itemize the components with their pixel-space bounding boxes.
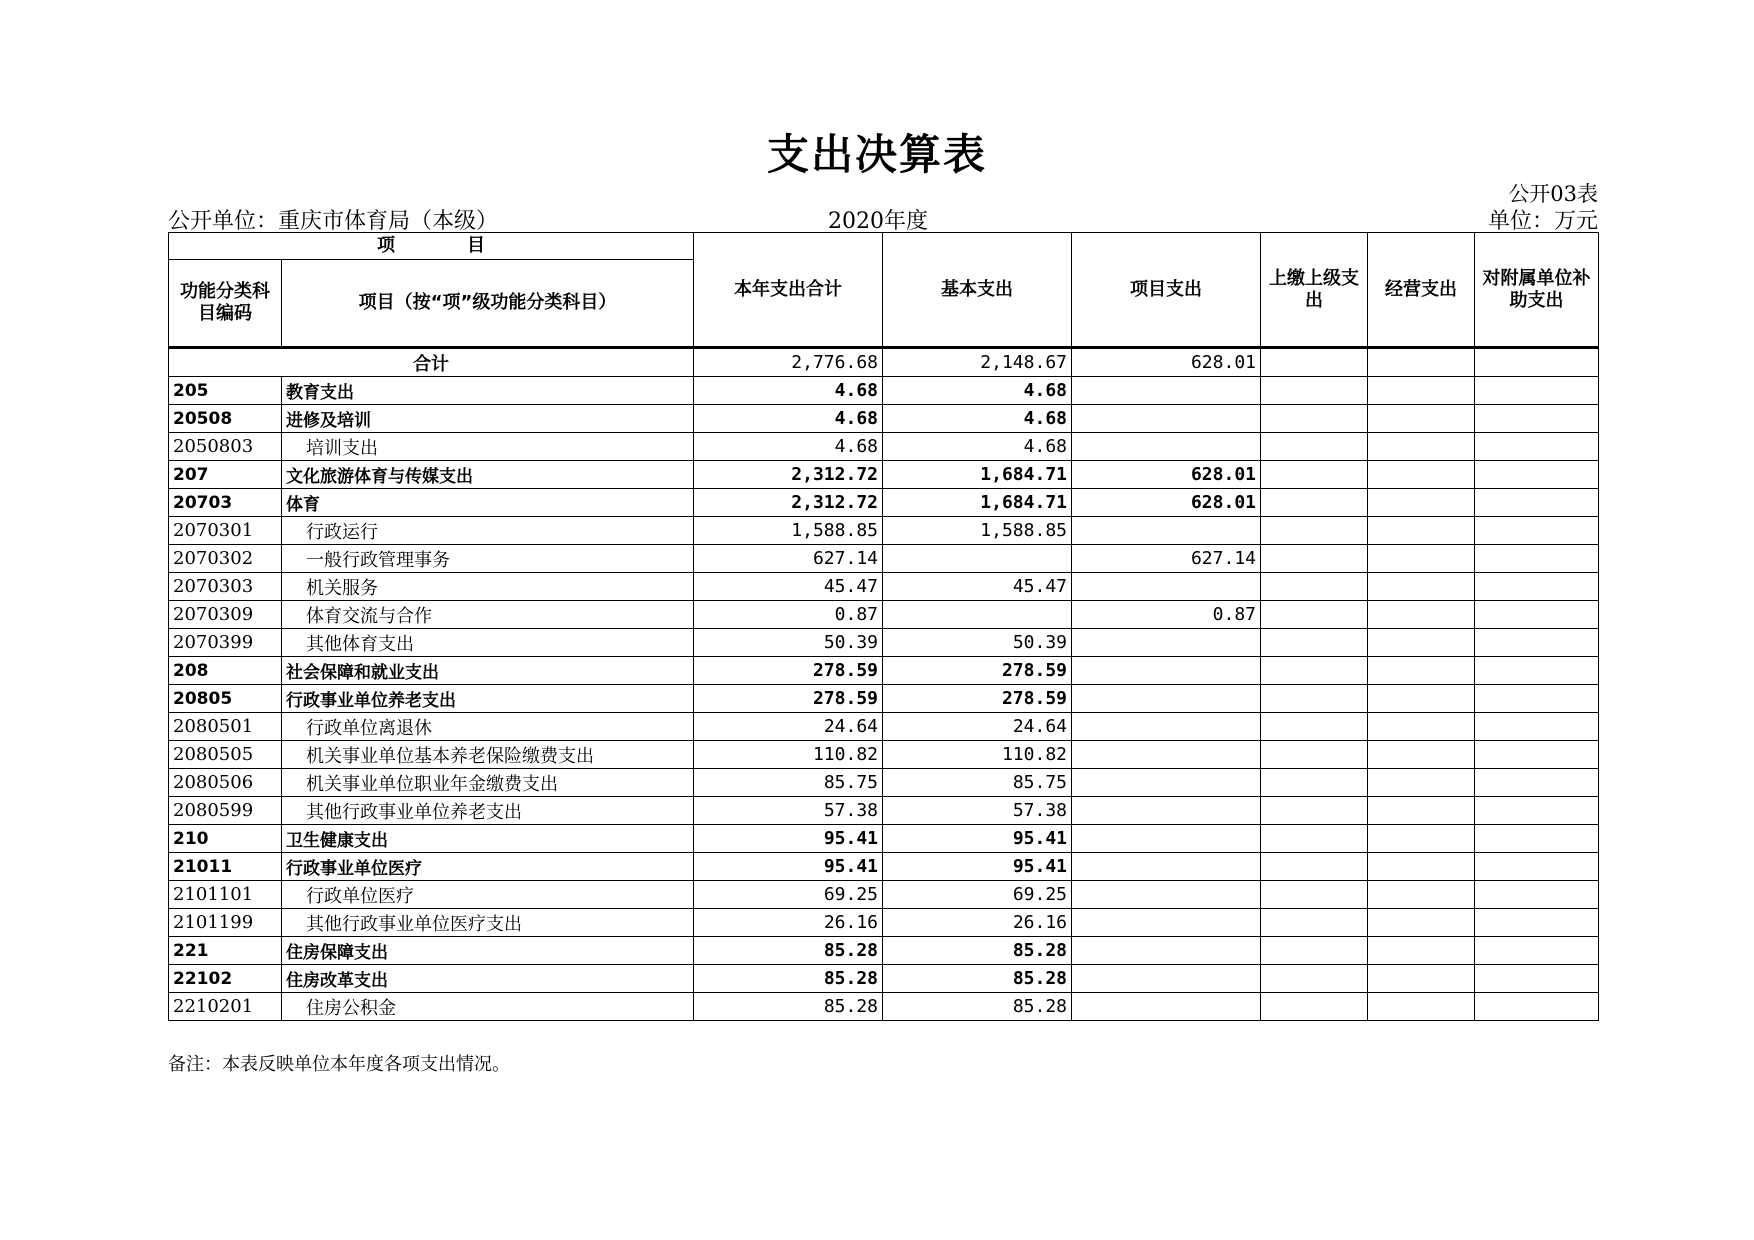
upper-cell [1261,993,1368,1021]
total-cell: 4.68 [694,405,883,433]
upper-cell [1261,797,1368,825]
code-cell: 2080506 [169,769,282,797]
code-cell: 2101101 [169,881,282,909]
upper-cell [1261,881,1368,909]
business-cell [1368,489,1475,517]
business-cell [1368,573,1475,601]
table-row [169,433,1599,461]
total-cell: 1,588.85 [694,517,883,545]
table-row [169,937,1599,965]
basic-cell: 4.68 [883,377,1072,405]
name-cell: 社会保障和就业支出 [282,657,694,685]
business-cell [1368,713,1475,741]
business-cell [1368,405,1475,433]
basic-cell: 85.28 [883,965,1072,993]
basic-cell: 85.28 [883,937,1072,965]
table-row [169,741,1599,769]
name-cell: 机关事业单位基本养老保险缴费支出 [282,741,694,769]
form-number: 公开03表 [1508,182,1598,206]
business-cell [1368,433,1475,461]
code-cell: 20805 [169,685,282,713]
subsidy-cell [1475,825,1599,853]
total-cell: 24.64 [694,713,883,741]
name-cell: 行政事业单位医疗 [282,853,694,881]
table-row [169,713,1599,741]
name-cell: 住房保障支出 [282,937,694,965]
code-cell: 2210201 [169,993,282,1021]
upper-cell [1261,461,1368,489]
project-cell: 0.87 [1072,601,1261,629]
project-cell [1072,881,1261,909]
reporting-unit: 公开单位：重庆市体育局（本级） [168,209,499,234]
subsidy-cell [1475,797,1599,825]
project-cell [1072,937,1261,965]
basic-cell: 95.41 [883,853,1072,881]
upper-cell [1261,853,1368,881]
code-cell: 21011 [169,853,282,881]
name-cell: 机关服务 [282,573,694,601]
upper-cell [1261,433,1368,461]
total-cell: 45.47 [694,573,883,601]
project-cell [1072,741,1261,769]
table-row [169,377,1599,405]
total-cell: 278.59 [694,657,883,685]
basic-cell: 4.68 [883,433,1072,461]
business-cell [1368,545,1475,573]
business-cell [1368,853,1475,881]
header-subsidy: 对附属单位补助支出 [1475,233,1599,348]
business-cell [1368,657,1475,685]
table-row [169,825,1599,853]
basic-cell: 69.25 [883,881,1072,909]
header-name: 项目（按“项”级功能分类科目） [282,260,694,348]
business-cell [1368,685,1475,713]
table-body [169,348,1599,1021]
subsidy-cell [1475,517,1599,545]
business-cell [1368,937,1475,965]
business-cell [1368,741,1475,769]
business-cell [1368,629,1475,657]
total-cell: 57.38 [694,797,883,825]
total-cell: 26.16 [694,909,883,937]
code-cell: 20508 [169,405,282,433]
table-row [169,881,1599,909]
header-basic: 基本支出 [883,233,1072,348]
business-cell [1368,993,1475,1021]
upper-cell [1261,713,1368,741]
table-row [169,685,1599,713]
basic-cell: 95.41 [883,825,1072,853]
project-cell [1072,629,1261,657]
business-cell [1368,517,1475,545]
total-cell: 278.59 [694,685,883,713]
business-cell [1368,461,1475,489]
basic-cell: 1,684.71 [883,489,1072,517]
expenditure-table [168,232,1599,1021]
total-cell: 95.41 [694,825,883,853]
project-cell: 628.01 [1072,489,1261,517]
name-cell: 教育支出 [282,377,694,405]
name-cell: 机关事业单位职业年金缴费支出 [282,769,694,797]
total-cell: 50.39 [694,629,883,657]
name-cell: 行政单位离退休 [282,713,694,741]
table-row [169,489,1599,517]
total-cell: 2,776.68 [694,348,883,377]
basic-cell: 278.59 [883,685,1072,713]
name-cell: 行政单位医疗 [282,881,694,909]
basic-cell: 1,684.71 [883,461,1072,489]
total-cell: 69.25 [694,881,883,909]
table-row [169,797,1599,825]
basic-cell: 26.16 [883,909,1072,937]
project-cell: 628.01 [1072,461,1261,489]
total-cell: 627.14 [694,545,883,573]
page-title: 支出决算表 [766,130,987,179]
upper-cell [1261,685,1368,713]
table-row [169,601,1599,629]
total-label: 合计 [169,348,694,377]
business-cell [1368,881,1475,909]
name-cell: 培训支出 [282,433,694,461]
subsidy-cell [1475,405,1599,433]
business-cell [1368,797,1475,825]
total-cell: 0.87 [694,601,883,629]
upper-cell [1261,629,1368,657]
total-cell: 4.68 [694,433,883,461]
business-cell [1368,601,1475,629]
total-cell: 2,312.72 [694,489,883,517]
name-cell: 体育交流与合作 [282,601,694,629]
total-cell: 2,312.72 [694,461,883,489]
upper-cell [1261,937,1368,965]
project-cell [1072,405,1261,433]
project-cell [1072,573,1261,601]
subsidy-cell [1475,629,1599,657]
table-row [169,573,1599,601]
total-subsidy-cell [1475,348,1599,377]
project-cell [1072,965,1261,993]
code-cell: 2080501 [169,713,282,741]
project-cell [1072,657,1261,685]
code-cell: 20703 [169,489,282,517]
code-cell: 2101199 [169,909,282,937]
subsidy-cell [1475,377,1599,405]
name-cell: 体育 [282,489,694,517]
table-row [169,517,1599,545]
header-upper: 上缴上级支出 [1261,233,1368,348]
header-project-expenditure: 项目支出 [1072,233,1261,348]
subsidy-cell [1475,545,1599,573]
project-cell [1072,685,1261,713]
basic-cell: 45.47 [883,573,1072,601]
basic-cell: 50.39 [883,629,1072,657]
total-project-cell: 628.01 [1072,348,1261,377]
name-cell: 文化旅游体育与传媒支出 [282,461,694,489]
business-cell [1368,377,1475,405]
subsidy-cell [1475,433,1599,461]
subsidy-cell [1475,573,1599,601]
table-row [169,853,1599,881]
code-cell: 2050803 [169,433,282,461]
project-cell [1072,433,1261,461]
basic-cell: 85.28 [883,993,1072,1021]
code-cell: 221 [169,937,282,965]
upper-cell [1261,489,1368,517]
business-cell [1368,909,1475,937]
code-cell: 208 [169,657,282,685]
header-project: 项 目 [169,233,694,260]
name-cell: 其他行政事业单位医疗支出 [282,909,694,937]
project-cell [1072,713,1261,741]
basic-cell: 57.38 [883,797,1072,825]
upper-cell [1261,769,1368,797]
total-row [169,348,1599,377]
upper-cell [1261,741,1368,769]
upper-cell [1261,909,1368,937]
project-cell [1072,993,1261,1021]
footnote: 备注：本表反映单位本年度各项支出情况。 [168,1054,510,1075]
total-cell: 85.28 [694,937,883,965]
code-cell: 2070301 [169,517,282,545]
business-cell [1368,825,1475,853]
basic-cell: 278.59 [883,657,1072,685]
upper-cell [1261,377,1368,405]
total-cell: 85.28 [694,965,883,993]
total-cell: 95.41 [694,853,883,881]
total-cell: 85.28 [694,993,883,1021]
code-cell: 2070309 [169,601,282,629]
name-cell: 其他体育支出 [282,629,694,657]
basic-cell: 24.64 [883,713,1072,741]
table-row [169,405,1599,433]
name-cell: 行政事业单位养老支出 [282,685,694,713]
code-cell: 210 [169,825,282,853]
subsidy-cell [1475,881,1599,909]
table-row [169,993,1599,1021]
code-cell: 2080505 [169,741,282,769]
name-cell: 住房公积金 [282,993,694,1021]
table-row [169,657,1599,685]
code-cell: 207 [169,461,282,489]
total-upper-cell [1261,348,1368,377]
total-cell: 4.68 [694,377,883,405]
header-business: 经营支出 [1368,233,1475,348]
table-row [169,545,1599,573]
project-cell [1072,769,1261,797]
project-cell [1072,853,1261,881]
upper-cell [1261,601,1368,629]
project-cell [1072,517,1261,545]
name-cell: 行政运行 [282,517,694,545]
subsidy-cell [1475,769,1599,797]
code-cell: 205 [169,377,282,405]
basic-cell: 1,588.85 [883,517,1072,545]
code-cell: 2070399 [169,629,282,657]
subsidy-cell [1475,853,1599,881]
table-row [169,965,1599,993]
subsidy-cell [1475,937,1599,965]
table-row [169,909,1599,937]
code-cell: 2070302 [169,545,282,573]
total-business-cell [1368,348,1475,377]
upper-cell [1261,405,1368,433]
business-cell [1368,965,1475,993]
header-total: 本年支出合计 [694,233,883,348]
subsidy-cell [1475,489,1599,517]
name-cell: 卫生健康支出 [282,825,694,853]
header-code: 功能分类科目编码 [169,260,282,348]
upper-cell [1261,545,1368,573]
subsidy-cell [1475,993,1599,1021]
upper-cell [1261,965,1368,993]
project-cell: 627.14 [1072,545,1261,573]
table-row [169,461,1599,489]
upper-cell [1261,517,1368,545]
project-cell [1072,825,1261,853]
business-cell [1368,769,1475,797]
subsidy-cell [1475,685,1599,713]
name-cell: 其他行政事业单位养老支出 [282,797,694,825]
subsidy-cell [1475,461,1599,489]
upper-cell [1261,573,1368,601]
subsidy-cell [1475,657,1599,685]
subsidy-cell [1475,741,1599,769]
table-row [169,769,1599,797]
report-meta [168,204,1598,232]
upper-cell [1261,825,1368,853]
code-cell: 22102 [169,965,282,993]
currency-unit: 单位：万元 [1487,209,1598,234]
total-cell: 110.82 [694,741,883,769]
subsidy-cell [1475,601,1599,629]
report-year: 2020年度 [828,209,928,234]
table-row [169,629,1599,657]
basic-cell: 110.82 [883,741,1072,769]
basic-cell: 85.75 [883,769,1072,797]
upper-cell [1261,657,1368,685]
basic-cell [883,601,1072,629]
code-cell: 2080599 [169,797,282,825]
code-cell: 2070303 [169,573,282,601]
total-basic-cell: 2,148.67 [883,348,1072,377]
project-cell [1072,909,1261,937]
project-cell [1072,797,1261,825]
total-cell: 85.75 [694,769,883,797]
name-cell: 一般行政管理事务 [282,545,694,573]
name-cell: 住房改革支出 [282,965,694,993]
name-cell: 进修及培训 [282,405,694,433]
project-cell [1072,377,1261,405]
basic-cell: 4.68 [883,405,1072,433]
basic-cell [883,545,1072,573]
subsidy-cell [1475,909,1599,937]
subsidy-cell [1475,965,1599,993]
subsidy-cell [1475,713,1599,741]
